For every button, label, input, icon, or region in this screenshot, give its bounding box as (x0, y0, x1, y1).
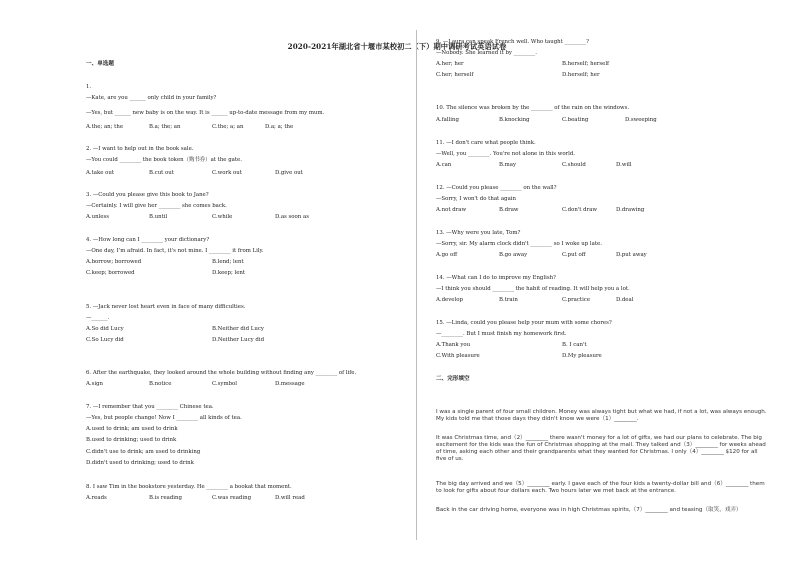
question-text: 3. —Could you please give this book to Jane? (86, 192, 209, 198)
question-text: 2. —I want to help out in the book sale. (86, 146, 194, 152)
option-a[interactable]: A.not draw (436, 207, 467, 213)
question-text: 5. —Jack never lost heart even in face of many difficulties. (86, 304, 246, 310)
question-text: —________. But I must finish my homework first. (436, 331, 567, 337)
option-a[interactable]: A.take out (86, 170, 115, 176)
option-a[interactable]: A.develop (436, 297, 463, 303)
question-text: —Yes, but ______ new baby is on the way. It is ______ up-to-date message from my mum. (86, 110, 325, 116)
right-column (436, 0, 776, 562)
option-d[interactable]: D.deal (616, 297, 634, 303)
option-b[interactable]: B.lend; lent (212, 259, 244, 265)
option-c[interactable]: C.should (562, 162, 586, 168)
question-text: —______. (86, 315, 110, 321)
question-text: —You could ________ the book token（购书券）at the gate. (86, 157, 242, 163)
option-b[interactable]: B.train (499, 297, 518, 303)
passage-paragraph: Back in the car driving home, everyone was in high Christmas spirits,（7）________ and teasing（取笑，戏弄） (436, 507, 742, 513)
option-d[interactable]: D.sweeping (625, 117, 657, 123)
option-b[interactable]: B. I can't (562, 342, 587, 348)
option-a[interactable]: A.So did Lucy (86, 326, 124, 332)
option-b[interactable]: B.until (149, 214, 168, 220)
option-d[interactable]: D.keep; lent (212, 270, 246, 276)
option-d[interactable]: D.a; a; the (265, 124, 294, 130)
option-a[interactable]: A.go off (436, 252, 458, 258)
passage-paragraph: It was Christmas time, and（2）________ there wasn't money for a lot of gifts, we had our plans to celebrate. The big excitement for the kids was the fun of Christmas shopping at the mall. They talked and（3）________ for weeks ahead of time, asking each other and their grandparents what they wanted for Christmas. I only（4）________ $120 for all five of us. (436, 435, 766, 462)
option-c[interactable]: C.symbol (212, 381, 237, 387)
option-d[interactable]: D.Neither Lucy did (212, 337, 265, 343)
option-b[interactable]: B.a; the; an (149, 124, 181, 130)
option-c[interactable]: C.work out (212, 170, 242, 176)
option-a[interactable]: A.reads (86, 495, 107, 501)
option-b[interactable]: B.Neither did Lucy (212, 326, 264, 332)
option-c[interactable]: C.her; herself (436, 72, 474, 78)
option-b[interactable]: B.may (499, 162, 517, 168)
option-d[interactable]: D.give out (275, 170, 303, 176)
question-text: 15. —Linda, could you please help your mum with some chores? (436, 320, 612, 326)
question-text: 13. —Why were you late, Tom? (436, 230, 521, 236)
option-c[interactable]: C.So Lucy did (86, 337, 124, 343)
option-c[interactable]: C.practice (562, 297, 591, 303)
option-d[interactable]: D.will (616, 162, 632, 168)
question-text: 9. —Laura can speak French well. Who taught ________? (436, 39, 589, 45)
option-c[interactable]: C.With pleasure (436, 353, 480, 359)
question-text: 8. I saw Tim in the bookstore yesterday. He ________ a bookat that moment. (86, 484, 292, 490)
option-c[interactable]: C.don't draw (562, 207, 598, 213)
question-text: —Certainly. I will give her ________ she comes back. (86, 203, 227, 209)
option-c[interactable]: C.keep; borrowed (86, 270, 135, 276)
question-text: 12. —Could you please ________ on the wall? (436, 185, 557, 191)
option-b[interactable]: B.cut out (149, 170, 174, 176)
option-d[interactable]: D.will read (275, 495, 305, 501)
option-d[interactable]: D.message (275, 381, 305, 387)
option-a[interactable]: A.can (436, 162, 452, 168)
question-text: 6. After the earthquake, they looked around the whole building without finding any ________ of life. (86, 370, 357, 376)
option-b[interactable]: B.draw (499, 207, 519, 213)
option-a[interactable]: A.borrow; borrowed (86, 259, 142, 265)
option-b[interactable]: B.herself; herself (562, 61, 610, 67)
option-a[interactable]: A.her; her (436, 61, 464, 67)
option-a[interactable]: A.sign (86, 381, 104, 387)
option-a[interactable]: A.falling (436, 117, 459, 123)
question-text: —Nobody. She learned it by ________. (436, 50, 537, 56)
question-text: —One day, I'm afraid. In fact, it's not mine. I ________ it from Lily. (86, 248, 264, 254)
question-text: 4. —How long can I ________ your dictionary? (86, 237, 210, 243)
option-d[interactable]: D.herself; her (562, 72, 600, 78)
page-title: 2020-2021年湖北省十堰市某校初二（下）期中调研考试英语试卷 (287, 42, 507, 51)
question-text: —Sorry, I won't do that again (436, 196, 516, 202)
question-number: 1. (86, 84, 92, 90)
question-text: —Yes, but people change! Now I ________ all kinds of tea. (86, 415, 242, 421)
option-d[interactable]: D.didn't used to drinking; used to drink (86, 460, 194, 466)
option-b[interactable]: B.used to drinking; used to drink (86, 437, 177, 443)
column-divider (416, 30, 417, 540)
option-d[interactable]: D.My pleasure (562, 353, 602, 359)
option-c[interactable]: C.while (212, 214, 233, 220)
question-text: —Sorry, sir. My alarm clock didn't ________ so I woke up late. (436, 241, 602, 247)
option-b[interactable]: B.knocking (499, 117, 530, 123)
question-text: 11. —I don't care what people think. (436, 140, 536, 146)
option-a[interactable]: A.Thank you (436, 342, 471, 348)
option-c[interactable]: C.the; a; an (212, 124, 244, 130)
question-text: 14. —What can I do to improve my English? (436, 275, 556, 281)
question-text: 10. The silence was broken by the ________ of the rain on the windows. (436, 105, 630, 111)
option-d[interactable]: D.drawing (616, 207, 645, 213)
option-b[interactable]: B.is reading (149, 495, 182, 501)
option-c[interactable]: C.beating (562, 117, 589, 123)
option-a[interactable]: A.the; an; the (86, 124, 124, 130)
option-a[interactable]: A.unless (86, 214, 109, 220)
question-text: —Well, you ________. You're not alone in this world. (436, 151, 576, 157)
option-b[interactable]: B.notice (149, 381, 172, 387)
option-a[interactable]: A.used to drink; am used to drink (86, 426, 178, 432)
option-c[interactable]: C.put off (562, 252, 586, 258)
section-heading: 一、单选题 (86, 61, 114, 67)
question-text: —Kate, are you ______ only child in your family? (86, 95, 217, 101)
option-d[interactable]: D.put away (616, 252, 647, 258)
section-heading: 二、完形填空 (436, 376, 470, 382)
question-text: —I think you should ________ the habit of reading. It will help you a lot. (436, 286, 630, 292)
option-d[interactable]: D.as soon as (275, 214, 309, 220)
passage-paragraph: I was a single parent of four small children. Money was always tight but what we had, if not a lot, was always enough. My kids told me that those days they didn't know we were（1）________. (436, 409, 767, 422)
passage-paragraph: The big day arrived and we（5）________ early. I gave each of the four kids a twenty-dollar bill and（6）________ them to look for gifts about four dollars each. Two hours later we met back at the entrance. (436, 481, 765, 494)
option-c[interactable]: C.didn't use to drink; am used to drinking (86, 449, 201, 455)
left-column (86, 0, 396, 562)
question-text: 7. —I remember that you ________ Chinese tea. (86, 404, 214, 410)
option-c[interactable]: C.was reading (212, 495, 252, 501)
option-b[interactable]: B.go away (499, 252, 528, 258)
